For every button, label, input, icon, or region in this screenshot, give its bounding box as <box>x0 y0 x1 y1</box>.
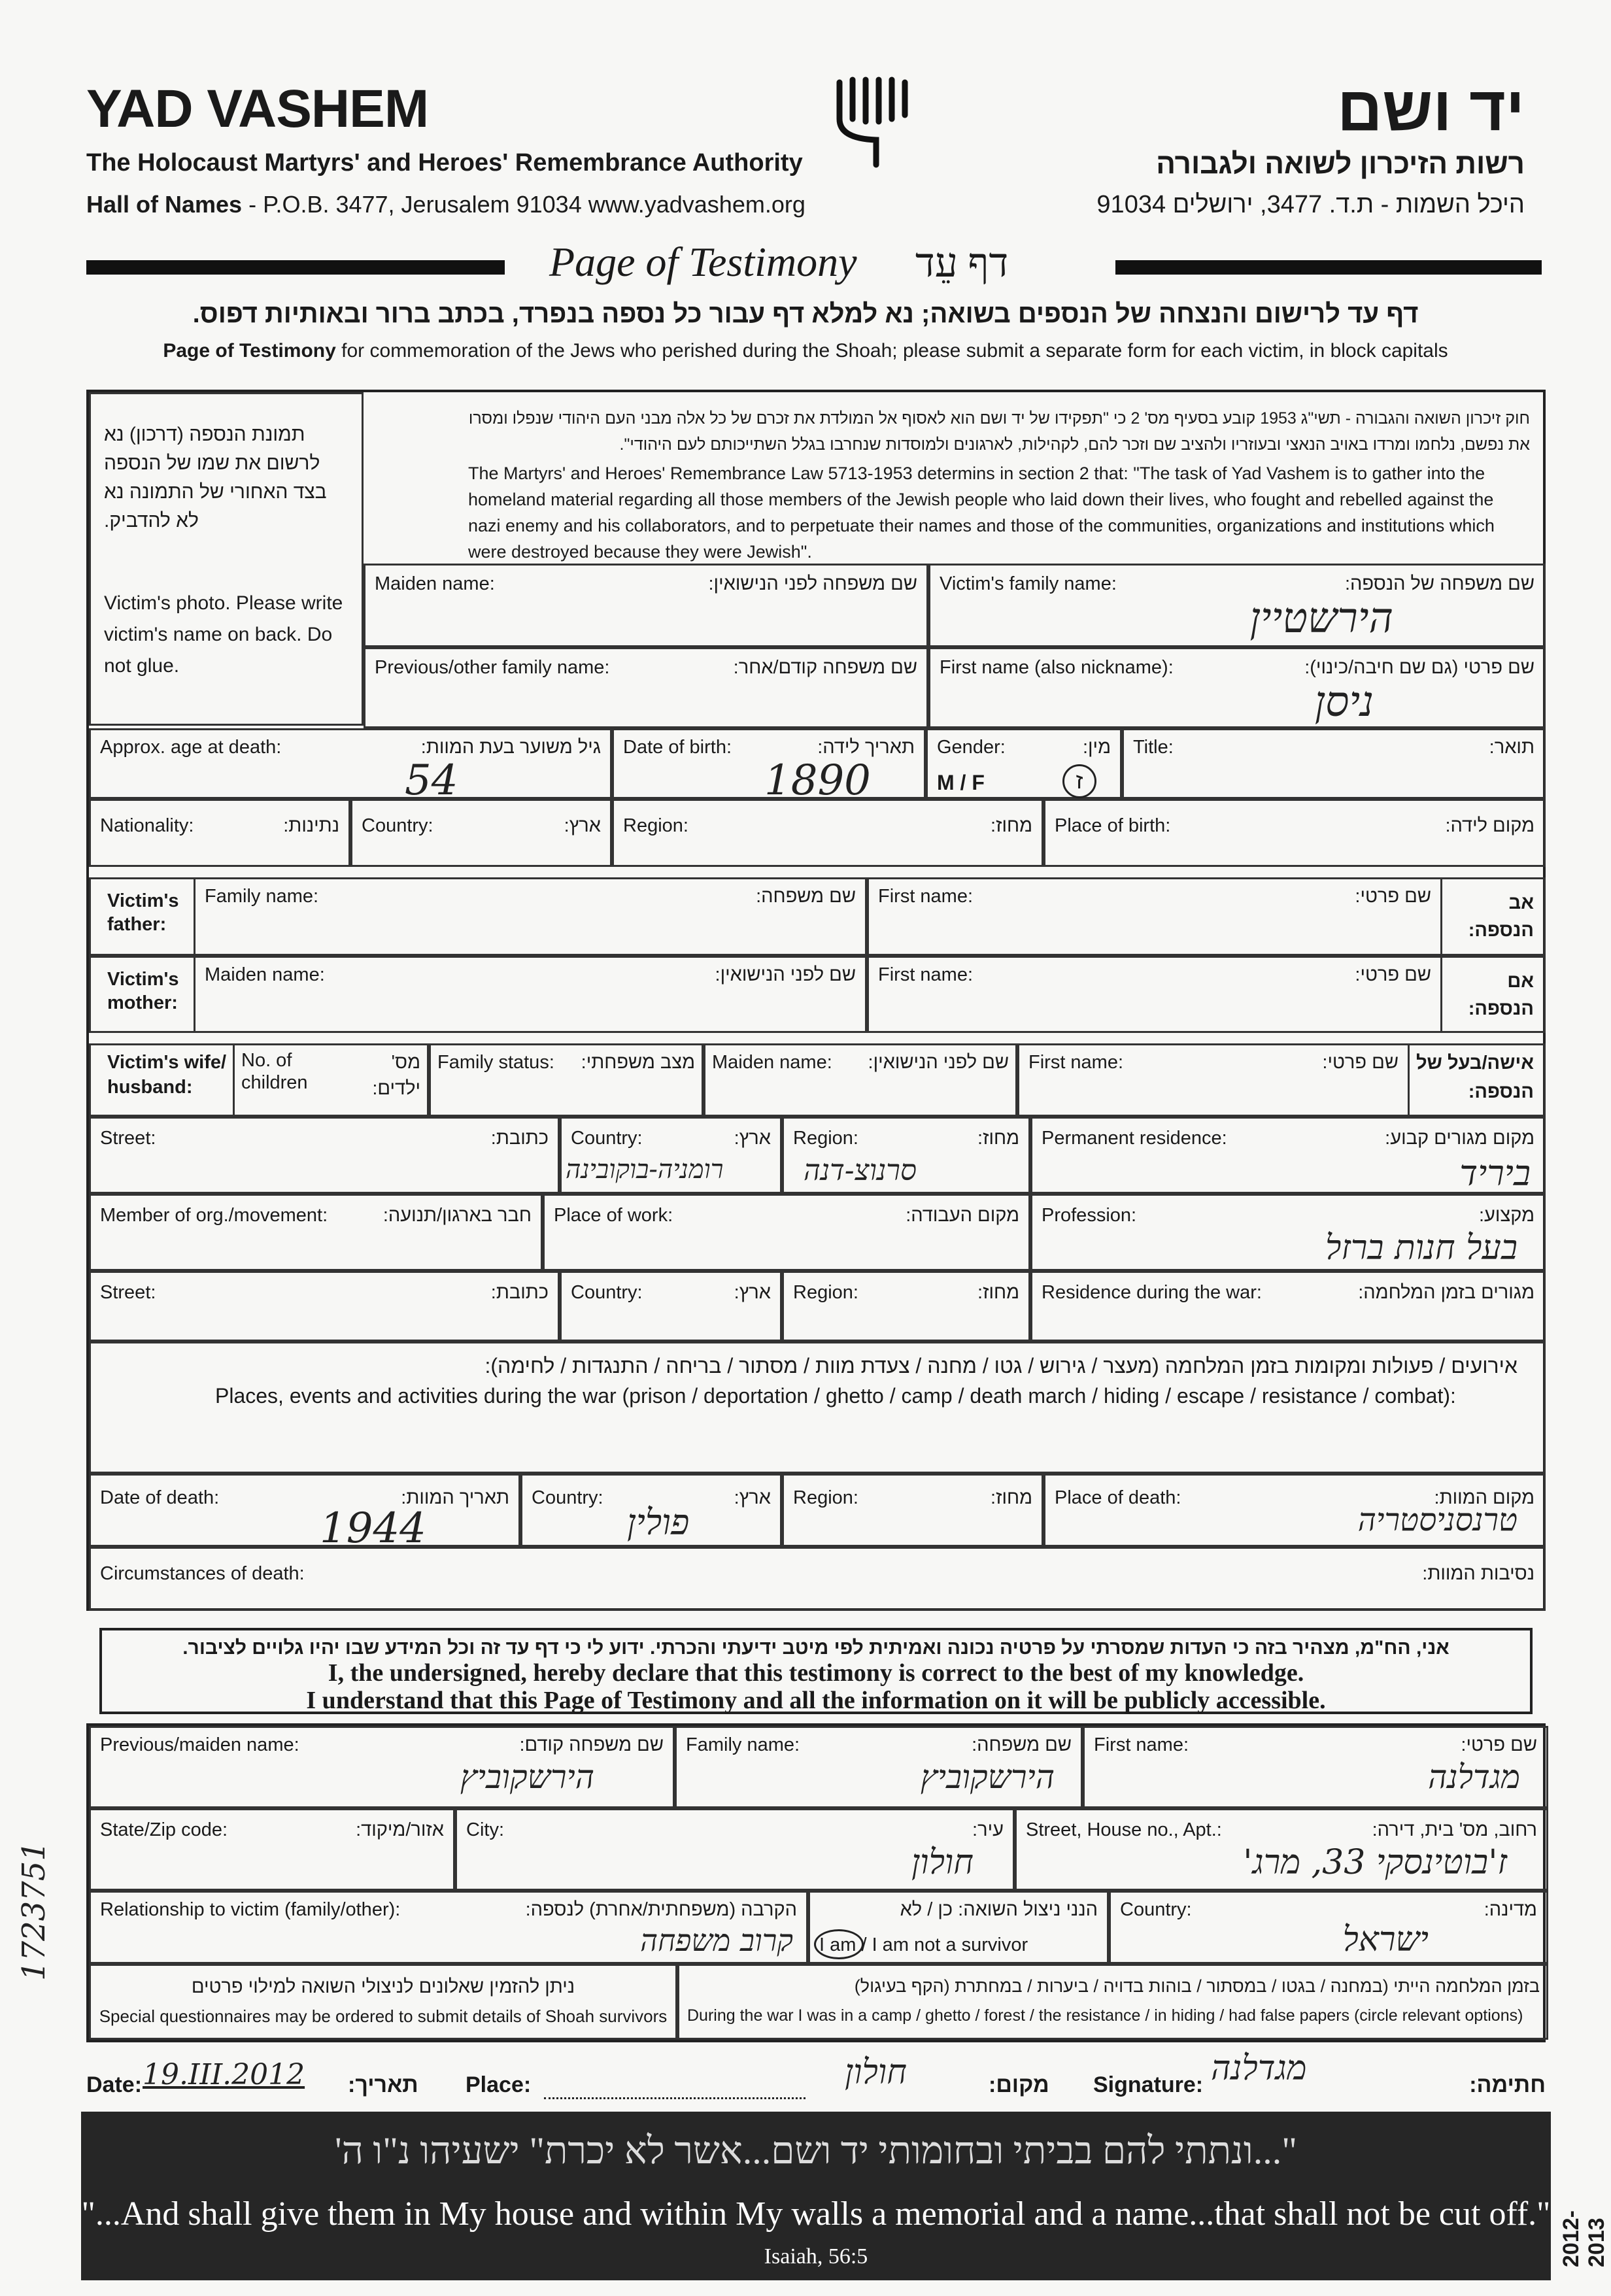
submitter-family-name-field[interactable] <box>675 1726 1083 1808</box>
label: מדינה: <box>1484 1899 1537 1920</box>
label: שם פרטי: <box>1355 964 1431 985</box>
handwritten-res-region: סרנוצ-דנה <box>804 1154 917 1187</box>
label: אב הנספה: <box>1468 892 1534 941</box>
war-residence-field[interactable] <box>1030 1271 1546 1342</box>
handwritten-city: חולון <box>911 1843 974 1882</box>
nationality-field[interactable] <box>89 799 350 867</box>
perm-street-field[interactable] <box>89 1117 560 1194</box>
label: שם משפחה: <box>972 1734 1072 1755</box>
label: שם לפני הנישואין: <box>715 964 856 985</box>
label: Title: <box>1133 737 1174 758</box>
handwritten-death-country: פולין <box>627 1502 690 1543</box>
handwritten-age: 54 <box>405 756 458 805</box>
label: ארץ: <box>564 815 601 836</box>
title-rule-right <box>1115 260 1542 275</box>
label: ארץ: <box>734 1282 771 1303</box>
label: ניתן להזמין שאלונים לניצולי השואה למילוי פרטים <box>191 1976 575 1997</box>
date-of-birth-field[interactable] <box>612 728 926 805</box>
handwritten-dob: 1890 <box>764 756 871 805</box>
birth-region-field[interactable] <box>612 799 1043 867</box>
label: מקום: <box>989 2072 1049 2097</box>
perm-country-field[interactable] <box>560 1117 782 1194</box>
label: Member of org./movement: <box>100 1205 328 1226</box>
gender-circled: ז <box>1062 764 1096 798</box>
label: Maiden name: <box>712 1052 832 1073</box>
handwritten-submitter-first: מגדלנה <box>1428 1758 1520 1796</box>
label: Victim's wife/ husband: <box>107 1052 227 1098</box>
date-of-death-field[interactable] <box>89 1474 520 1553</box>
label: Victim's mother: <box>107 969 179 1013</box>
label: חבר בארגון/תנועה: <box>382 1205 532 1226</box>
label: Country: <box>571 1128 643 1149</box>
war-region-field[interactable] <box>782 1271 1030 1342</box>
label: שם משפחה קודם/אחר: <box>733 657 917 678</box>
label: מחוז: <box>991 1487 1032 1508</box>
org-name-he: יד ושם <box>1337 74 1525 144</box>
declaration-en-2: I understand that this Page of Testimony and all the information on it will be publicly accessible. <box>306 1687 1326 1714</box>
label: כתובת: <box>490 1282 549 1303</box>
label: City: <box>466 1819 504 1840</box>
maiden-name-field[interactable] <box>364 564 928 647</box>
relationship-field[interactable] <box>89 1891 808 1964</box>
label: Permanent residence: <box>1042 1128 1227 1149</box>
father-first-name-field[interactable] <box>867 877 1442 956</box>
label: First name: <box>878 964 974 985</box>
label: הקרבה (משפחתית/אחרת) לנספה: <box>525 1899 797 1920</box>
gender-field[interactable] <box>926 728 1122 799</box>
label: תאריך לידה: <box>817 737 915 758</box>
label: Region: <box>793 1487 858 1508</box>
label: הנני ניצול השואה: כן / לא <box>900 1899 1098 1920</box>
footer-quote-ref: Isaiah, 56:5 <box>764 2244 868 2269</box>
war-street-field[interactable] <box>89 1271 560 1342</box>
death-region-field[interactable] <box>782 1474 1043 1547</box>
address-en-text: - P.O.B. 3477, Jerusalem 91034 www.yadvashem.org <box>242 191 806 218</box>
handwritten-place: חולון <box>845 2053 907 2092</box>
label: Approx. age at death: <box>100 737 282 758</box>
label: Residence during the war: <box>1042 1282 1262 1303</box>
label: Country: <box>1120 1899 1192 1920</box>
submitter-frame <box>86 1723 1546 2042</box>
mother-first-name-field[interactable] <box>867 956 1442 1033</box>
label: גיל משוער בעת המוות: <box>420 737 601 758</box>
label: During the war I was in a camp / ghetto / forest / the resistance / in hiding / had false papers (circle relevant options) <box>687 2006 1523 2025</box>
place-dots <box>544 2097 806 2099</box>
label: מס' ילדים: <box>372 1052 420 1099</box>
declaration-box <box>99 1628 1533 1714</box>
label: First name: <box>878 886 974 907</box>
label: Maiden name: <box>205 964 325 985</box>
questionnaire-note <box>89 1964 677 2040</box>
city-field[interactable] <box>455 1808 1015 1891</box>
label: Place of death: <box>1055 1487 1181 1508</box>
handwritten-submitter-family: הירשקוביץ <box>920 1758 1055 1796</box>
label: State/Zip code: <box>100 1819 228 1840</box>
label: Signature: <box>1093 2072 1204 2097</box>
family-status-field[interactable] <box>429 1043 704 1117</box>
handwritten-perm-residence: ביריד <box>1459 1153 1531 1194</box>
hall-of-names: Hall of Names <box>86 191 243 218</box>
label: Special questionnaires may be ordered to submit details of Shoah survivors <box>99 2006 668 2026</box>
handwritten-submitter-prev: הירשקוביץ <box>460 1758 594 1796</box>
label: Profession: <box>1042 1205 1137 1226</box>
label: Region: <box>793 1282 858 1303</box>
label: כתובת: <box>490 1128 549 1149</box>
title-rule-left <box>86 260 505 275</box>
signature-mark: מגדלנה <box>1211 2049 1307 2088</box>
father-family-name-field[interactable] <box>194 877 867 956</box>
submitter-prev-name-field[interactable] <box>89 1726 675 1808</box>
first-name-field[interactable] <box>928 647 1546 728</box>
label: אם הנספה: <box>1468 971 1534 1019</box>
label: Region: <box>793 1128 858 1149</box>
label: Family status: <box>437 1052 554 1073</box>
spouse-maiden-name-field[interactable] <box>704 1043 1017 1117</box>
label: בזמן המלחמה הייתי (במחנה / בגטו / במסתור / בוהות בדויה / ביערות / במחתרת (הקף בעיגול) <box>854 1976 1540 1996</box>
perm-residence-field[interactable] <box>1030 1117 1546 1194</box>
label: Victim's father: <box>107 890 179 935</box>
spouse-first-name-field[interactable] <box>1017 1043 1410 1117</box>
footer-quote-en-text: "...And shall give them in My house and within My walls a memorial and a name...that shall not be cut off." <box>81 2195 1551 2233</box>
war-events-field[interactable] <box>89 1342 1546 1474</box>
place-of-birth-field[interactable] <box>1043 799 1546 867</box>
label: First name: <box>1094 1734 1189 1755</box>
label: Maiden name: <box>375 573 495 594</box>
label: שם משפחה: <box>756 886 856 907</box>
perm-region-field[interactable] <box>782 1117 1030 1194</box>
label: שם פרטי: <box>1322 1052 1399 1073</box>
place-of-work-field[interactable] <box>543 1194 1030 1271</box>
declaration-he: אני, הח"מ, מצהיר בזה כי העדות שמסרתי על פרטיה נכונה ואמיתית לפי מיטב ידיעתי והכרתי. ידוע לי כי דף עד זה וכל המידע שבו יהיו גלויים לציבור. <box>182 1637 1450 1659</box>
birth-country-field[interactable] <box>350 799 612 867</box>
label: Previous/maiden name: <box>100 1734 299 1755</box>
address-en <box>86 191 806 218</box>
label: תאריך המוות: <box>401 1487 509 1508</box>
victim-form-frame <box>86 390 1546 1611</box>
handwritten-place-of-death: טרנסניסטריה <box>1357 1502 1518 1538</box>
yad-vashem-logo-icon <box>830 73 922 171</box>
label: אזור/מיקוד: <box>356 1819 444 1840</box>
intro-en-bold: Page of Testimony <box>163 340 336 362</box>
label: מקצוע: <box>1478 1205 1535 1226</box>
photo-box[interactable] <box>89 392 364 726</box>
label: Street, House no., Apt.: <box>1026 1819 1222 1840</box>
label: ארץ: <box>734 1487 771 1508</box>
label: אירועים / פעולות ומקומות בזמן המלחמה (מעצר / גירוש / גטו / מחנה / צעדת מוות / מסתור / בריחה / התנגדות / לחימה): <box>484 1354 1518 1377</box>
label: Relationship to victim (family/other): <box>100 1899 401 1920</box>
signature-line <box>86 2049 1546 2105</box>
label: שם משפחה קודם: <box>519 1734 664 1755</box>
label: Country: <box>571 1282 643 1303</box>
label: No. of children <box>241 1050 308 1093</box>
law-text-en: The Martyrs' and Heroes' Remembrance Law 5713-1953 determins in section 2 that: "The task of Yad Vashem is to gather into the homeland material regarding all those members of the Jewish people who laid down their lives, who fought and rebelled against the nazi enemy and his collaborators, and to perpetuate their names and those of the communities, organizations and institutions which were destroyed because they were Jewish". <box>468 464 1495 562</box>
handwritten-submitter-country: ישראל <box>1342 1920 1429 1959</box>
label: Place of birth: <box>1055 815 1171 836</box>
page-title-he: דף עֵד <box>915 241 1009 286</box>
label: מגורים בזמן המלחמה: <box>1358 1282 1535 1303</box>
intro-en-text: for commemoration of the Jews who perished during the Shoah; please submit a separate form for each victim, in block capitals <box>335 340 1448 362</box>
label: First name (also nickname): <box>940 657 1174 678</box>
label: Country: <box>362 815 433 836</box>
intro-en <box>85 340 1526 362</box>
label: שם פרטי (גם שם חיבה/כינוי): <box>1304 657 1535 678</box>
title-field[interactable] <box>1122 728 1546 799</box>
handwritten-family-name: הירשטיין <box>1249 594 1393 643</box>
label: שם לפני הנישואין: <box>868 1052 1009 1073</box>
label: Gender: <box>937 737 1006 758</box>
label: שם פרטי: <box>1355 886 1431 907</box>
intro-he: דף עד לרישום והנצחה של הנספים בשואה; נא למלא דף עבור כל נספה בנפרד, בכתב ברור ובאותיות דפוס. <box>192 299 1419 328</box>
label: Street: <box>100 1282 156 1303</box>
war-status-field[interactable] <box>677 1964 1548 2040</box>
authority-he: רשות הזיכרון לשואה ולגבורה <box>1156 148 1525 180</box>
label: First name: <box>1028 1052 1124 1073</box>
label: שם פרטי: <box>1461 1734 1537 1755</box>
handwritten-dod: 1944 <box>320 1504 426 1553</box>
war-country-field[interactable] <box>560 1271 782 1342</box>
label: מין: <box>1082 737 1111 758</box>
submitter-country-field[interactable] <box>1109 1891 1548 1964</box>
zip-field[interactable] <box>89 1808 455 1891</box>
survivor-circled-mark <box>814 1929 864 1959</box>
label: Date: <box>86 2072 143 2097</box>
footer-quote-en <box>81 2195 1551 2272</box>
label: מחוז: <box>991 815 1032 836</box>
survivor-options: I am / I am not a survivor <box>819 1934 1028 1955</box>
address-he: היכל השמות - ת.ד. 3477, ירושלים 91034 <box>1096 191 1525 218</box>
org-name-en: YAD VASHEM <box>86 79 429 139</box>
death-country-field[interactable] <box>520 1474 782 1547</box>
previous-family-name-field[interactable] <box>364 647 928 728</box>
handwritten-relationship: קרוב משפחה <box>640 1923 793 1958</box>
label: שם משפחה לפני הנישואין: <box>708 573 917 594</box>
circumstances-field[interactable] <box>89 1547 1546 1611</box>
profession-field[interactable] <box>1030 1194 1546 1271</box>
label: Place of work: <box>554 1205 673 1226</box>
label: Place: <box>466 2072 532 2097</box>
label: תאריך: <box>348 2072 418 2097</box>
label: Previous/other family name: <box>375 657 610 678</box>
handwritten-date: 19.III.2012 <box>143 2058 305 2091</box>
label: Places, events and activities during the war (prison / deportation / ghetto / camp / death march / hiding / escape / resistance / combat): <box>215 1384 1456 1408</box>
handwritten-street: ז'בוטינסקי 33, מרג' <box>1243 1843 1507 1882</box>
label: Family name: <box>205 886 319 907</box>
page-title-en: Page of Testimony <box>549 239 857 285</box>
label: Date of birth: <box>623 737 732 758</box>
footer-banner <box>81 2112 1551 2280</box>
label: Region: <box>623 815 688 836</box>
label: מקום מגורים קבוע: <box>1385 1128 1535 1149</box>
label: שם משפחה של הנספה: <box>1344 573 1535 594</box>
label: חתימה: <box>1469 2072 1546 2097</box>
label: Circumstances of death: <box>100 1563 305 1584</box>
label: Victim's family name: <box>940 573 1117 594</box>
label: עיר: <box>972 1819 1004 1840</box>
handwritten-profession: בעל חנות ברזל <box>1325 1228 1518 1268</box>
year-side-label: 2012-2013 <box>1559 2210 1609 2267</box>
label: Family name: <box>686 1734 800 1755</box>
photo-instructions-en: Victim's photo. Please write victim's name on back. Do not glue. <box>104 592 343 677</box>
label: מקום לידה: <box>1445 815 1535 836</box>
handwritten-first-name: ניסן <box>1314 678 1374 726</box>
label: תואר: <box>1489 737 1535 758</box>
label: אישה/בעל של הנספה: <box>1416 1053 1534 1102</box>
label: מחוז: <box>977 1128 1019 1149</box>
mother-maiden-name-field[interactable] <box>194 956 867 1033</box>
footer-quote-he: "...ונתתי להם בביתי ובחומותי יד ושם...אשר לא יכרת" ישעיהו נ"ו ה' <box>335 2129 1297 2172</box>
handwritten-res-country: רומניה-בוקובינה <box>566 1155 724 1185</box>
place-of-death-field[interactable] <box>1043 1474 1546 1547</box>
survivor-field[interactable] <box>808 1891 1109 1964</box>
declaration-en-1: I, the undersigned, hereby declare that this testimony is correct to the best of my knowledge. <box>328 1659 1304 1687</box>
victim-family-name-field[interactable] <box>928 564 1546 647</box>
gender-options: M / F <box>937 771 985 794</box>
label: מקום העבודה: <box>906 1205 1019 1226</box>
authority-en: The Holocaust Martyrs' and Heroes' Remembrance Authority <box>86 149 803 177</box>
label: מחוז: <box>977 1282 1019 1303</box>
label: מקום המוות: <box>1434 1487 1535 1508</box>
label: רחוב, מס' בית, דירה: <box>1372 1819 1537 1840</box>
label: Street: <box>100 1128 156 1149</box>
label: Nationality: <box>100 815 194 836</box>
street-address-field[interactable] <box>1015 1808 1548 1891</box>
member-org-field[interactable] <box>89 1194 543 1271</box>
photo-instructions-he: תמונת הנספה (דרכון) נא לרשום את שמו של הנספה בצד האחורי של התמונה נא לא להדביק. <box>104 424 327 532</box>
label: נסיבות המוות: <box>1422 1563 1535 1584</box>
submitter-first-name-field[interactable] <box>1083 1726 1548 1808</box>
handwritten-side-number: 1723751 <box>16 1841 52 1981</box>
label: Date of death: <box>100 1487 220 1508</box>
law-text-he: חוק זיכרון השואה והגבורה - תשי"ג 1953 קובע בסעיף מס' 2 כי "תפקידו של יד ושם הוא לאסוף אל המולדת את זכרם של כל אלה מבני העם היהודי שנפלו ומסרו את נפשם, נלחמו ומרדו באויב הנאצי ובעוזריו ולהציב שם וזכר להם, לקהילות, לארגונים ולמוסדות שנחרבו בגלל השתייכותם לעם היהודי". <box>468 409 1530 454</box>
label: מצב משפחתי: <box>581 1052 695 1073</box>
children-count-field[interactable] <box>233 1043 429 1117</box>
label: ארץ: <box>734 1128 771 1149</box>
label: נתינות: <box>283 815 339 836</box>
label: Country: <box>532 1487 603 1508</box>
age-at-death-field[interactable] <box>89 728 612 805</box>
